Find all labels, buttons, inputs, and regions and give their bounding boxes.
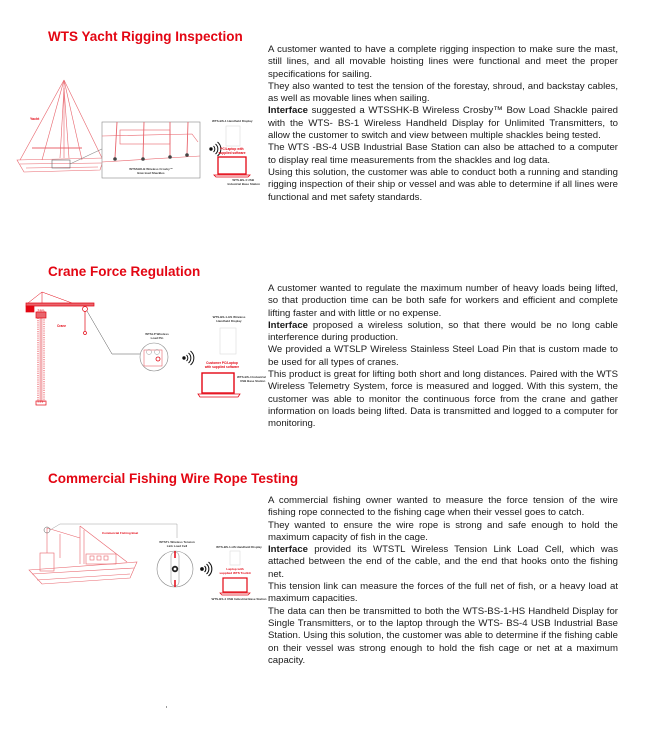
pc-label-2: with supplied software bbox=[204, 365, 240, 369]
base-station-label-2: Industrial Base Station bbox=[227, 182, 260, 186]
tension-link-label-2: Link Load Cell bbox=[166, 544, 188, 548]
crane-icon bbox=[26, 292, 94, 405]
section-body bbox=[268, 44, 618, 204]
brand-name: Interface bbox=[268, 105, 308, 117]
crane-label: Crane bbox=[57, 324, 67, 328]
pc-label: PC/Laptop with bbox=[220, 147, 244, 151]
shackle-label: WTSSHK-B Wireless Crosby™ bbox=[129, 167, 173, 171]
yacht-icon bbox=[17, 80, 104, 172]
handheld-label: WTS-BS-1 Handheld Display bbox=[212, 119, 253, 123]
pc-label: Customer PC/Laptop bbox=[206, 361, 238, 365]
shackle-label-2: Bow load Shackles bbox=[137, 171, 165, 175]
handheld-label: WTS-BS-1-HS Handheld Display bbox=[216, 545, 262, 549]
paragraph: The data can then be transmitted to both the WTS-BS-1-HS Handheld Display for Single Transmitters, or to the laptop through the WTS- BS-4 USB Industrial Base Station. Using this solution, the customer was able to determine if the fishing cable on their vessel was strong enough to hold the fish cage or net at a maximum capacity. bbox=[268, 605, 618, 666]
load-pin-label: WTSLP Wireless bbox=[145, 332, 169, 336]
section-body bbox=[268, 283, 618, 431]
laptop-icon bbox=[198, 373, 240, 397]
paragraph: We provided a WTSLP Wireless Stainless Steel Load Pin that is custom made to be used for all types of cranes. bbox=[268, 344, 618, 368]
section-title: Crane Force Regulation bbox=[48, 264, 201, 279]
paragraph: Interface provided its WTSTL Wireless Tension Link Load Cell, which was attached between the end of the cable, and the end that hooks onto the fishing net. bbox=[268, 544, 618, 580]
section-body bbox=[268, 495, 618, 667]
tension-link-label: WTSTL Wireless Tension bbox=[159, 540, 195, 544]
brand-name: Interface bbox=[268, 544, 308, 556]
tension-link-icon bbox=[157, 551, 193, 587]
paragraph: They wanted to ensure the wire rope is strong and safe enough to hold the maximum capacity of fish in the cage. bbox=[268, 519, 618, 543]
load-pin-label-2: Load Pin bbox=[150, 336, 164, 340]
paragraph: A customer wanted to have a complete rigging inspection to make sure the mast, still lines, and all movable hoisting lines were functional and meet the proper specifications for sailing. bbox=[268, 44, 618, 80]
pc-label-2: supplied WTS Toolkit bbox=[219, 571, 251, 575]
wireless-signal-icon bbox=[201, 562, 212, 576]
paragraph: A customer wanted to regulate the maximum number of heavy loads being lifted, so that production time can be both safe for workers and efficient and complete lifting faster and with little or no expense. bbox=[268, 283, 618, 319]
handheld-display-icon bbox=[220, 328, 236, 354]
yacht-rigging-diagram bbox=[12, 78, 267, 188]
fishing-rope-diagram bbox=[12, 518, 267, 613]
crane-force-diagram bbox=[12, 288, 267, 418]
brand-name: Interface bbox=[268, 319, 308, 331]
handheld-label: WTS-BS-1-HS Wireless bbox=[212, 315, 246, 319]
pc-label: Laptop with bbox=[226, 567, 244, 571]
handheld-display-icon bbox=[230, 551, 240, 565]
load-pin-icon bbox=[140, 343, 168, 371]
pc-label-2: supplied software bbox=[218, 151, 246, 155]
section-title: WTS Yacht Rigging Inspection bbox=[48, 29, 243, 44]
section-title: Commercial Fishing Wire Rope Testing bbox=[48, 471, 299, 486]
wireless-signal-icon bbox=[183, 351, 194, 365]
paragraph: Interface proposed a wireless solution, so that there would be no long cable interference during production. bbox=[268, 319, 618, 344]
yacht-label: Yacht bbox=[30, 117, 40, 121]
base-station-label: WTS-BS-4 Industrial bbox=[237, 375, 266, 379]
shackle-detail bbox=[102, 122, 200, 178]
paragraph: The WTS -BS-4 USB Industrial Base Station can also be attached to a computer to display real time measurements from the shackles and log data. bbox=[268, 142, 618, 166]
paragraph: A commercial fishing owner wanted to measure the force tension of the wire fishing rope connected to the fishing cage when their vessel goes to catch. bbox=[268, 495, 618, 519]
base-station-label: WTS-BS-4 USB bbox=[232, 178, 254, 182]
handheld-label-2: Handheld Display bbox=[216, 319, 242, 323]
paragraph: Using this solution, the customer was able to conduct both a running and standing rigging inspection of their ship or vessel and was able to determine if all lines were functional and met safety standards. bbox=[268, 166, 618, 203]
base-station-label-2: USB Base Station bbox=[240, 379, 266, 383]
page-mark bbox=[166, 706, 167, 708]
handheld-display-icon bbox=[226, 126, 240, 146]
laptop-icon bbox=[214, 157, 250, 177]
paragraph: Interface suggested a WTSSHK-B Wireless Crosby™ Bow Load Shackle paired with the WTS- BS-1 Wireless Handheld Display for Unlimited Transmitters, to allow the customer to switch and view between multiple shackles being tested. bbox=[268, 105, 618, 142]
paragraph: This tension link can measure the forces of the full net of fish, or a heavy load at maximum capacities. bbox=[268, 581, 618, 605]
base-station-label: WTS-BS-4 USB Industrial Base Station bbox=[211, 597, 267, 601]
paragraph: This product is great for lifting both short and long distances. Paired with the WTS Wireless Telemetry System, force is measured and logged. With this system, the customer was able to monitor the continuous force from the crane and gather information on loads being lifted. Data is transmitted and logged to a computer for monitoring. bbox=[268, 369, 618, 430]
laptop-icon bbox=[220, 578, 250, 595]
paragraph: They also wanted to test the tension of the forestay, shroud, and backstay cables, as well as movable lines when sailing. bbox=[268, 80, 618, 105]
boat-label: Commercial Fishing Boat bbox=[102, 531, 139, 535]
